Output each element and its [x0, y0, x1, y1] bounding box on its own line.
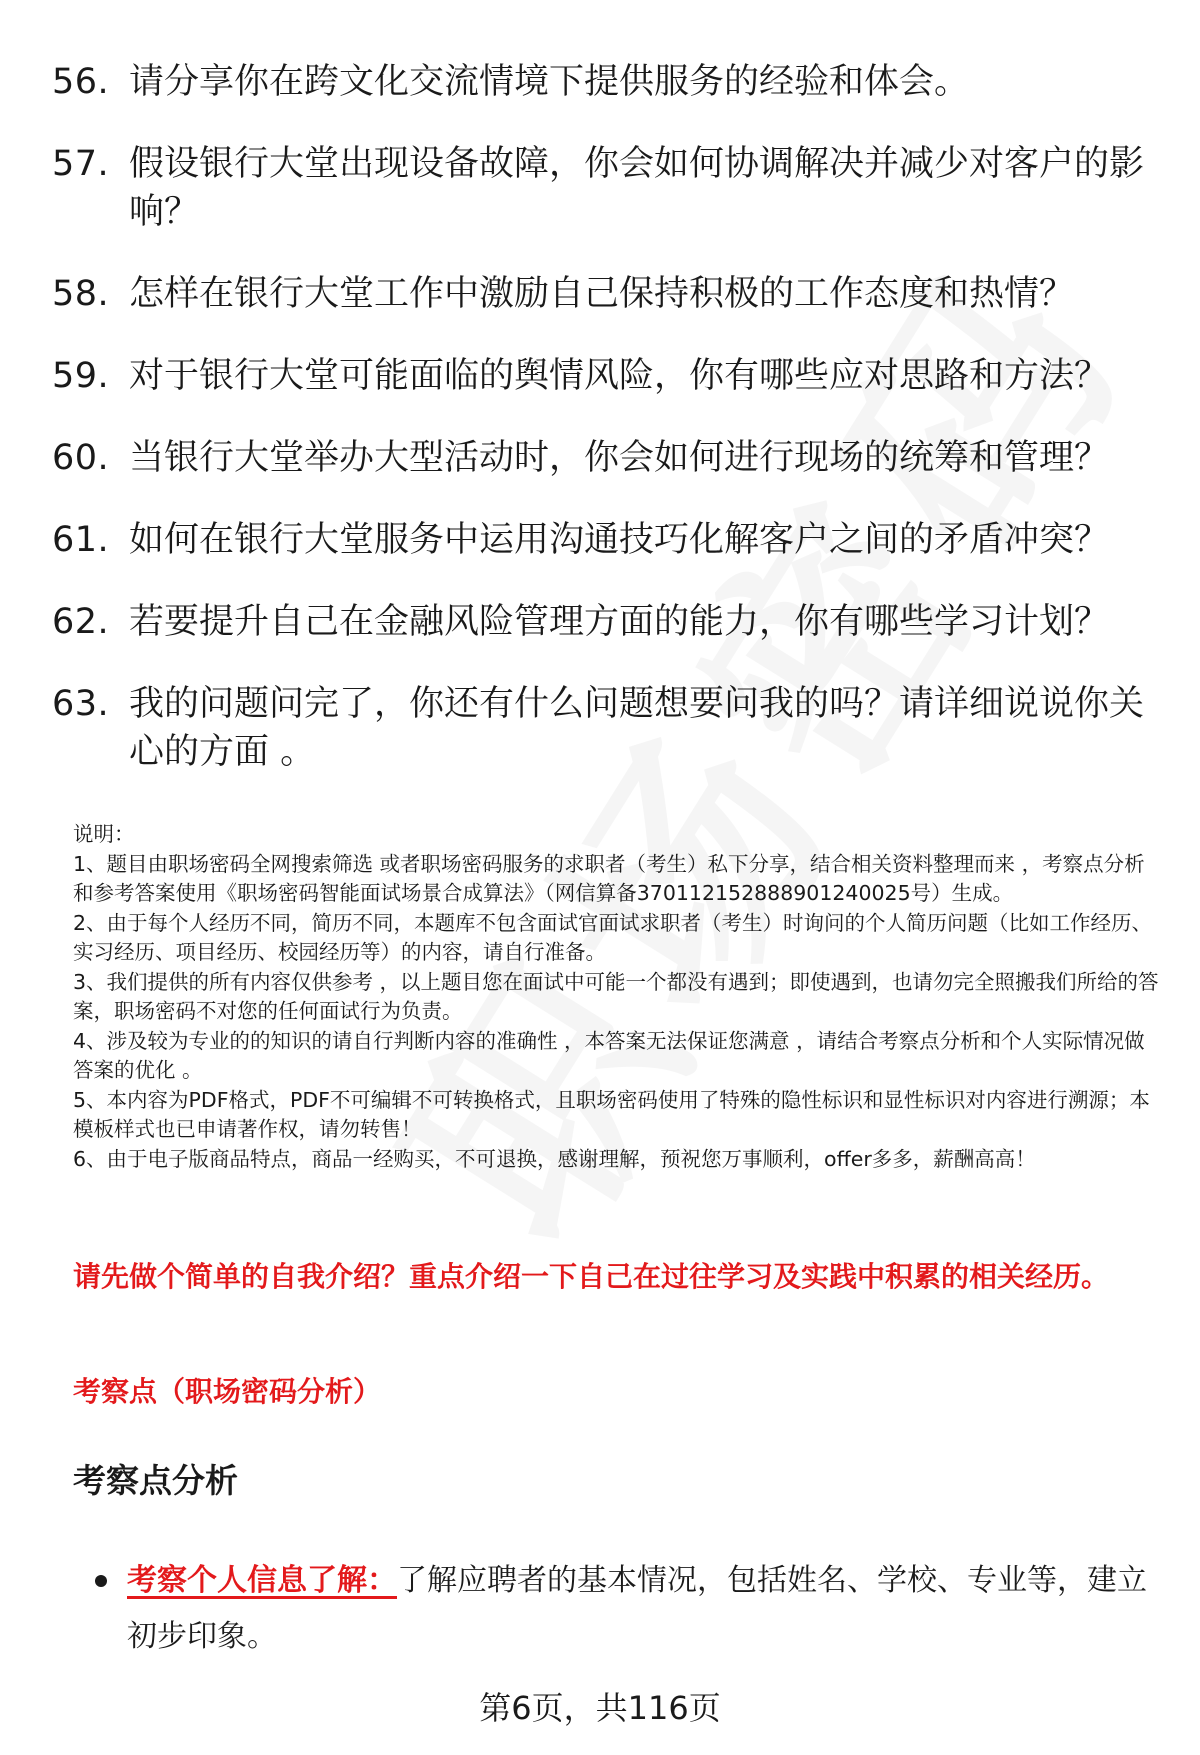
notes-section	[73, 820, 1163, 1174]
question-number: 58.	[52, 274, 110, 314]
bullet-label: 考察个人信息了解：	[127, 1563, 397, 1598]
question-number: 59.	[52, 356, 110, 396]
question-text: 若要提升自己在金融风险管理方面的能力，你有哪些学习计划？	[129, 602, 1110, 642]
question-number: 56.	[52, 62, 110, 102]
bullet-content	[127, 1553, 1165, 1665]
note-item: 2、由于每个人经历不同，简历不同，本题库不包含面试官面试求职者（考生）时询问的个人简历问题（比如工作经历、实习经历、项目经历、校园经历等）的内容，请自行准备。	[73, 910, 1153, 964]
question-item	[52, 58, 1162, 106]
question-number: 60.	[52, 438, 110, 478]
note-item: 6、由于电子版商品特点，商品一经购买，不可退换，感谢理解，预祝您万事顺利，offer多多，薪酬高高！	[73, 1146, 1036, 1171]
question-number: 61.	[52, 520, 110, 560]
bullet-text: 了解应聘者的基本情况，包括姓名、学校、专业等，建立初步印象。	[127, 1563, 1147, 1654]
analysis-heading: 考察点分析	[73, 1461, 238, 1500]
question-item	[52, 140, 1162, 236]
question-text: 怎样在银行大堂工作中激励自己保持积极的工作态度和热情？	[129, 274, 1075, 314]
question-text: 我的问题问完了，你还有什么问题想要问我的吗？请详细说说你关心的方面 。	[129, 684, 1145, 772]
bullet-dot-icon	[95, 1575, 107, 1587]
question-number: 57.	[52, 144, 110, 184]
question-number: 62.	[52, 602, 110, 642]
question-item	[52, 680, 1162, 776]
question-item	[52, 270, 1162, 318]
question-text: 假设银行大堂出现设备故障，你会如何协调解决并减少对客户的影响？	[129, 144, 1145, 232]
question-item	[52, 516, 1162, 564]
note-item: 1、题目由职场密码全网搜索筛选 或者职场密码服务的求职者（考生）私下分享，结合相关资料整理而来 ，考察点分析和参考答案使用《职场密码智能面试场景合成算法》（网信算备370112152888901240025号）生成。	[73, 851, 1145, 905]
question-text: 对于银行大堂可能面临的舆情风险，你有哪些应对思路和方法？	[129, 356, 1110, 396]
note-item: 3、我们提供的所有内容仅供参考 ，以上题目您在面试中可能一个都没有遇到；即使遇到，也请勿完全照搬我们所给的答案，职场密码不对您的任何面试行为负责。	[73, 969, 1159, 1023]
page-footer: 第6页，共116页	[479, 1689, 721, 1727]
question-text: 当银行大堂举办大型活动时，你会如何进行现场的统筹和管理？	[129, 438, 1110, 478]
kaocha-heading: 考察点（职场密码分析）	[73, 1375, 382, 1408]
note-item: 4、涉及较为专业的的知识的请自行判断内容的准确性 ，本答案无法保证您满意 ，请结合考察点分析和个人实际情况做答案的优化 。	[73, 1028, 1145, 1082]
question-list	[52, 58, 1162, 810]
analysis-bullet	[95, 1553, 1165, 1665]
question-text: 如何在银行大堂服务中运用沟通技巧化解客户之间的矛盾冲突？	[129, 520, 1110, 560]
notes-title: 说明：	[73, 822, 135, 846]
question-number: 63.	[52, 684, 110, 724]
question-item	[52, 598, 1162, 646]
question-item	[52, 434, 1162, 482]
highlighted-question: 请先做个简单的自我介绍？重点介绍一下自己在过往学习及实践中积累的相关经历。	[73, 1260, 1110, 1293]
question-item	[52, 352, 1162, 400]
note-item: 5、本内容为PDF格式，PDF不可编辑不可转换格式，且职场密码使用了特殊的隐性标识和显性标识对内容进行溯源；本模板样式也已申请著作权，请勿转售！	[73, 1087, 1150, 1141]
question-text: 请分享你在跨文化交流情境下提供服务的经验和体会。	[129, 62, 970, 102]
